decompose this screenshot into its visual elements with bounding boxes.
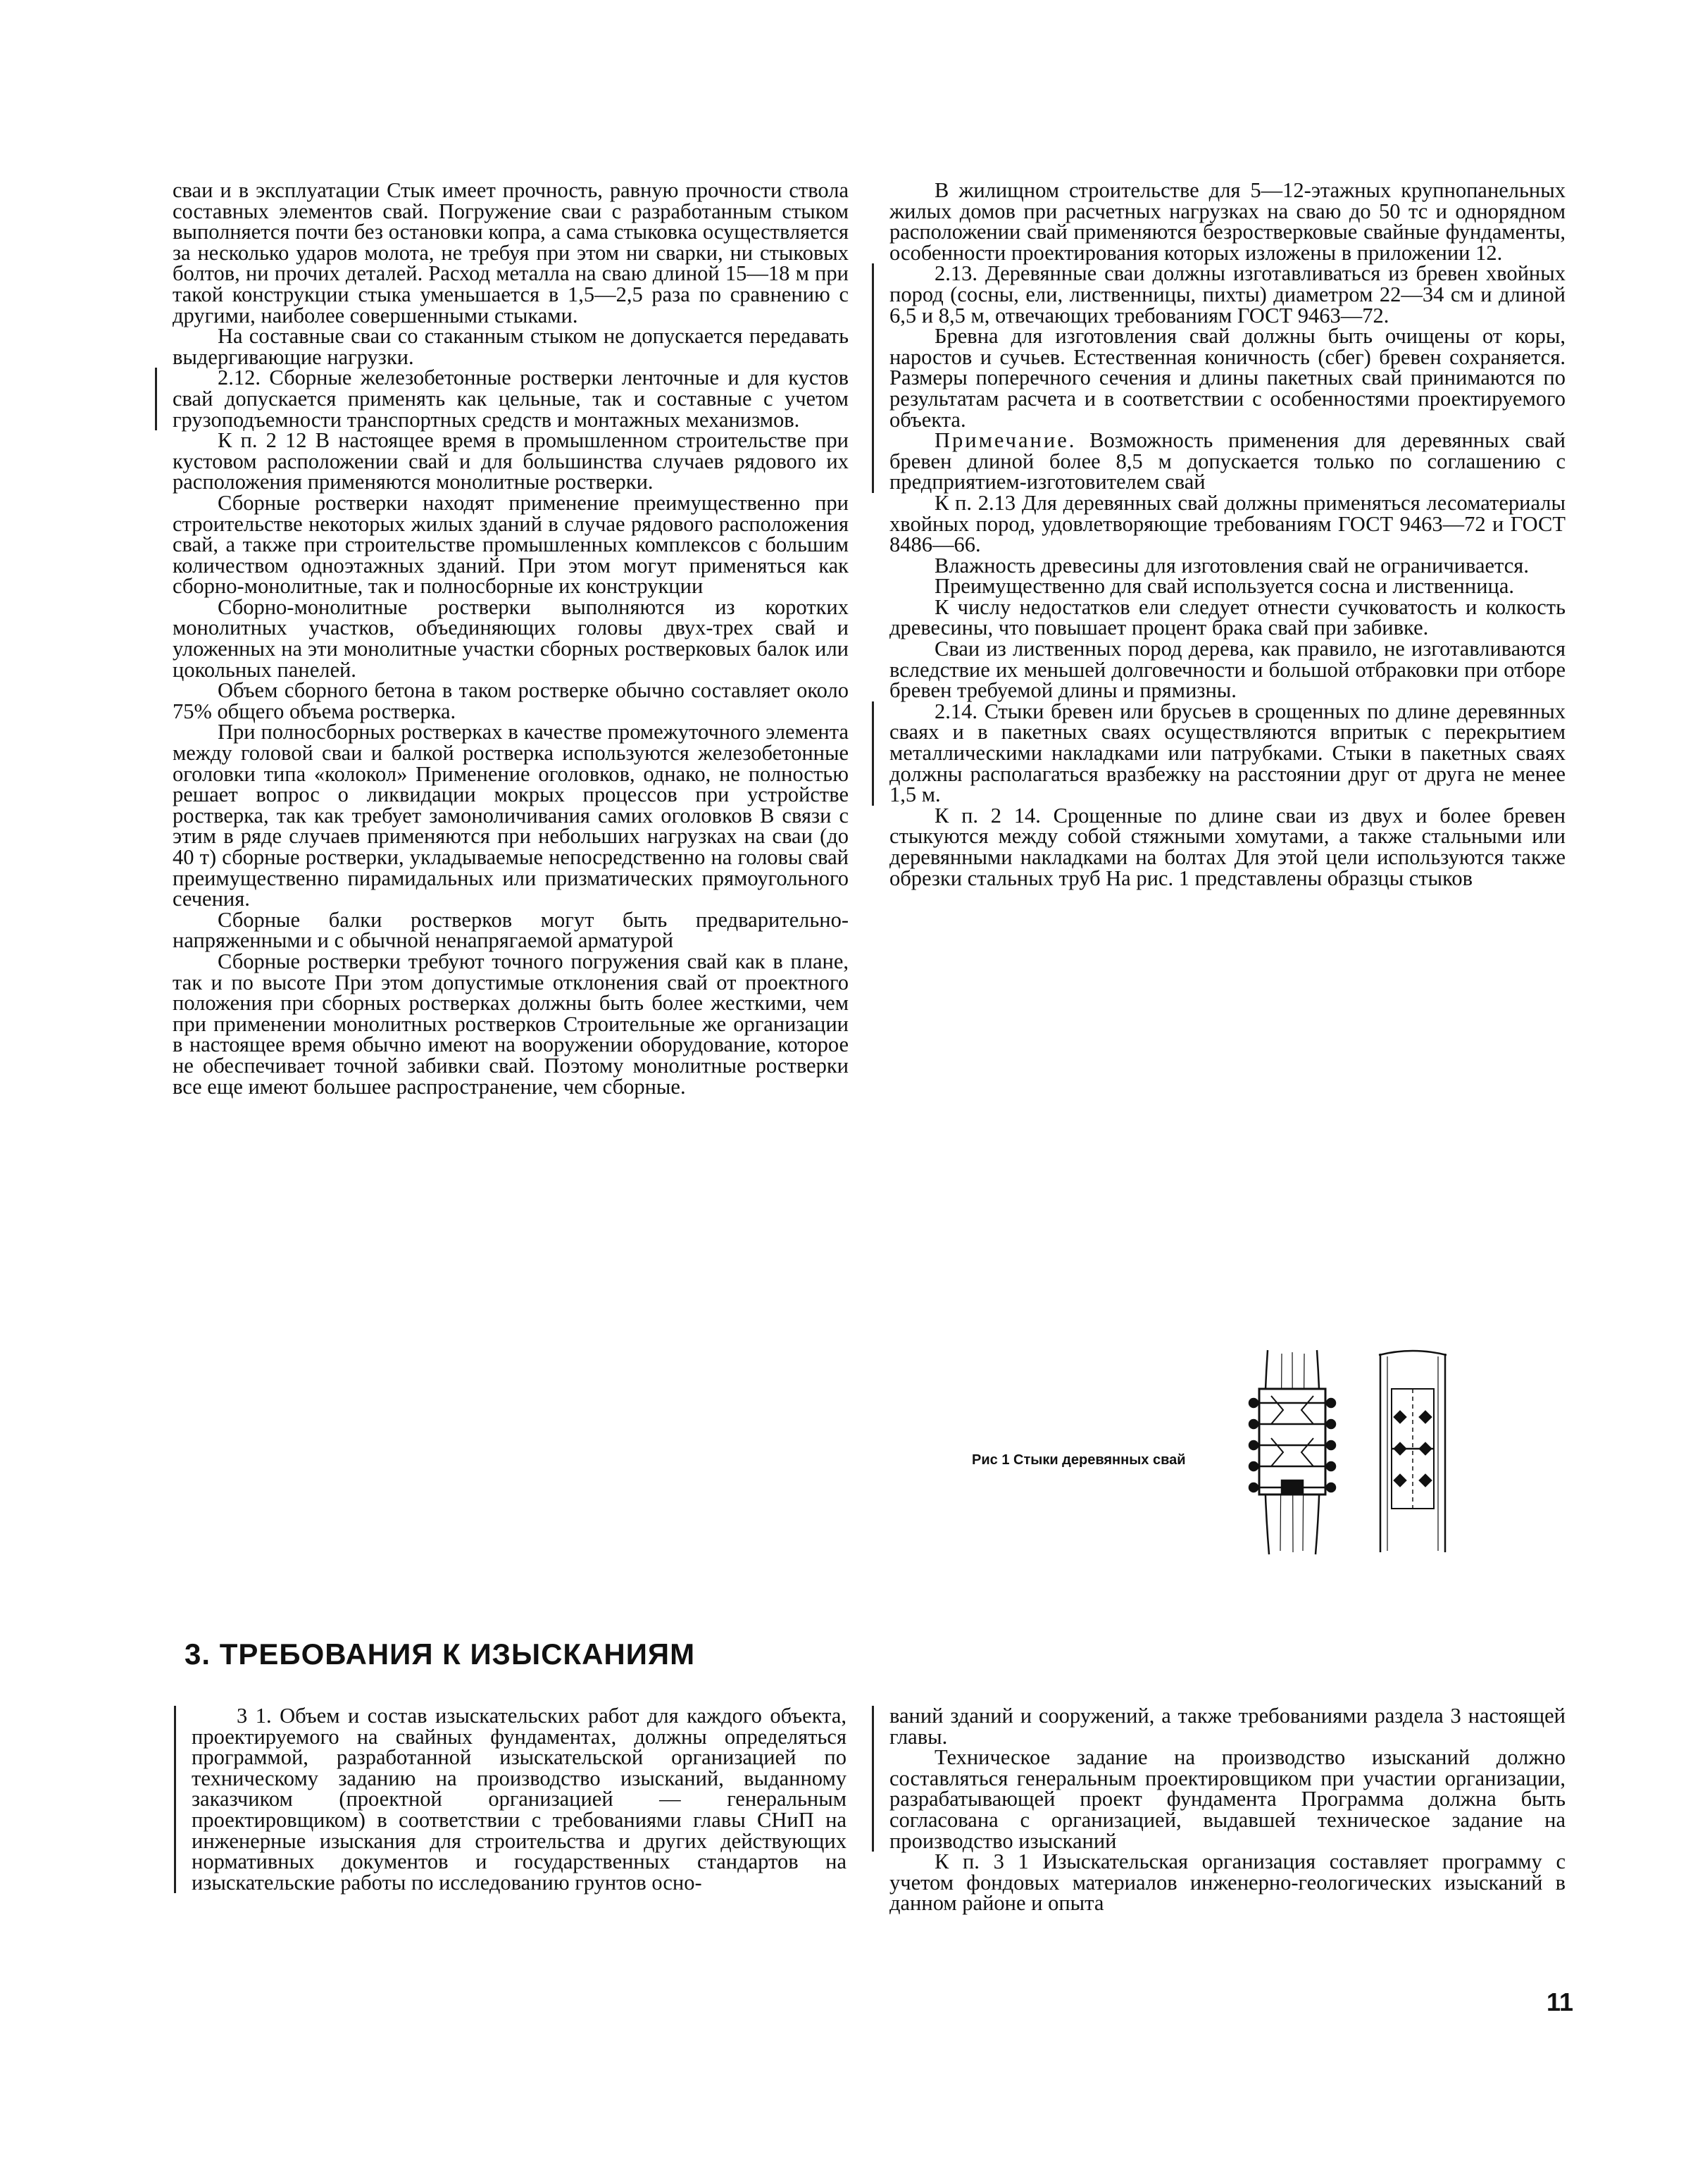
pile-joint-collar: [1249, 1350, 1335, 1554]
right-column: [889, 180, 1566, 889]
clause-3-1: [174, 1706, 846, 1893]
paragraph: сваи и в эксплуатации Стык имеет прочность, равную прочности ствола составных элементов свай. Погружение сваи с разработанным стыком выполняется почти без остановки копра, а сама стыковка осуществляется за несколько ударов молота, не требуя при этом ни сварки, ни стыковых болтов, ни прочих деталей. Расход металла на сваю длиной 15—18 м при такой конструкции стыка уменьшается в 1,5—2,5 раза по сравнению с другими, наиболее совершенными стыками.: [173, 178, 849, 327]
paragraph: В жилищном строительстве для 5—12-этажных крупнопанельных жилых домов при расчетных нагрузках на сваю до 50 тс и однорядном расположении свай применяются безростверковые свайные фундаменты, особенности проектирования которых изложены в приложении 12.: [889, 178, 1566, 265]
paragraph: 2.13. Деревянные сваи должны изготавливаться из бревен хвойных пород (сосны, ели, лиственницы, пихты) диаметром 22—34 см и длиной 6,5 и 8,5 м, отвечающих требованиям ГОСТ 9463—72.: [889, 261, 1566, 327]
note-label: Примечание: [935, 428, 1069, 453]
left-column: [173, 180, 849, 1097]
paragraph: К п. 2.13 Для деревянных свай должны применяться лесоматериалы хвойных пород, удовлетворяющие требованиям ГОСТ 9463—72 и ГОСТ 8486—66.: [889, 490, 1566, 557]
paragraph: На составные сваи со стаканным стыком не допускается передавать выдергивающие нагрузки.: [173, 324, 849, 369]
bottom-left-column: [192, 1706, 846, 1893]
paragraph: Сборные ростверки находят применение преимущественно при строительстве некоторых жилых зданий в случае рядового расположения свай, а также при строительстве промышленных комплексов с большим количеством одноэтажных зданий. При этом могут применяться как сборно-монолитные, так и полносборные их конструкции: [173, 490, 849, 599]
paragraph: Сборные балки ростверков могут быть предварительно-напряженными и с обычной ненапрягаемой арматурой: [173, 907, 849, 953]
note-text: . Возможность применения для деревянных свай бревен длиной более 8,5 м допускается только по соглашению с предприятием-изготовителем свай: [889, 428, 1566, 494]
paragraph: Сборно-монолитные ростверки выполняются из коротких монолитных участков, объединяющих головы двух-трех свай и уложенных на эти монолитные участки сборных ростверковых балок или цокольных панелей.: [173, 594, 849, 682]
note-paragraph: [889, 430, 1566, 493]
clause-2-14: [872, 701, 1566, 806]
pile-joint-overlay: [1379, 1351, 1447, 1552]
paragraph: Сваи из лиственных пород дерева, как правило, не изготавливаются вследствие их меньшей долговечности и большой отбраковки при отборе бревен требуемой длины и прямизны.: [889, 637, 1566, 703]
paragraph: К п. 2 14. Срощенные по длине сваи из двух и более бревен стыкуются между собой стяжными хомутами, а также стальными или деревянными накладками на болтах Для этой цели используются также обрезки стальных труб На рис. 1 представлены образцы стыков: [889, 803, 1566, 890]
paragraph: Объем сборного бетона в таком ростверке обычно составляет около 75% общего объема ростверка.: [173, 678, 849, 723]
clause-2-13: [872, 263, 1566, 493]
paragraph: При полносборных ростверках в качестве промежуточного элемента между головой сваи и балкой ростверка используются железобетонные оголовки типа «колокол» Применение оголовков, однако, не полностью решает вопрос о ликвидации мокрых процессов при устройстве ростверка, так как требует замоноличивания самих оголовков В связи с этим в ряде случаев применяются при небольших нагрузках на сваи (до 40 т) сборные ростверки, укладываемые непосредственно на головы свай преимущественно пирамидальных или призматических прямоугольного сечения.: [173, 720, 849, 911]
page-number: 11: [1546, 1988, 1573, 2016]
clause-2-12: [155, 368, 849, 430]
paragraph: Бревна для изготовления свай должны быть очищены от коры, наростов и сучьев. Естественная коничность (сбег) бревен сохраняется. Размеры поперечного сечения и длины пакетных свай принимаются по результатам расчета и в соответствии с особенностями проектируемого объекта.: [889, 324, 1566, 432]
paragraph: ваний зданий и сооружений, а также требованиями раздела 3 настоящей главы.: [889, 1704, 1566, 1749]
paragraph: Преимущественно для свай используется сосна и лиственница.: [935, 574, 1515, 599]
paragraph: 3 1. Объем и состав изыскательских работ для каждого объекта, проектируемого на свайных фундаментах, должны определяться программой, разработанной изыскательской организацией по техническому заданию на производство изысканий, выданному заказчиком (проектной организацией — генеральным проектировщиком) в соответствии с требованиями главы СНиП на инженерные изыскания для строительства и других действующих нормативных документов и государственных стандартов на изыскательские работы по исследованию грунтов осно-: [192, 1704, 846, 1895]
clause-3-1-continued: [872, 1706, 1566, 1852]
paragraph: К п. 3 1 Изыскательская организация составляет программу с учетом фондовых материалов инженерно-геологических изысканий в данном районе и опыта: [889, 1849, 1566, 1916]
paragraph: К п. 2 12 В настоящее время в промышленном строительстве при кустовом расположении свай и для большинства случаев рядового их расположения применяются монолитные ростверки.: [173, 428, 849, 494]
paragraph: К числу недостатков ели следует отнести сучковатость и колкость древесины, что повышает процент брака свай при забивке.: [889, 594, 1566, 640]
paragraph: Влажность древесины для изготовления свай не ограничивается.: [935, 553, 1529, 578]
paragraph: 2.12. Сборные железобетонные ростверки ленточные и для кустов свай допускается применять как цельные, так и составные с учетом грузоподъемности транспортных средств и монтажных механизмов.: [173, 366, 849, 432]
section-heading: 3. ТРЕБОВАНИЯ К ИЗЫСКАНИЯМ: [185, 1637, 696, 1671]
bottom-right-column: [889, 1706, 1566, 1914]
pile-joints-figure: [1239, 1347, 1563, 1558]
paragraph: 2.14. Стыки бревен или брусьев в срощенных по длине деревянных сваях и в пакетных сваях осуществляются впритык с перекрытием металлическими накладками или патрубками. Стыки в пакетных сваях должны располагаться вразбежку на расстоянии друг от друга не менее 1,5 м.: [889, 699, 1566, 807]
paragraph: Техническое задание на производство изысканий должно составляться генеральным проектировщиком при участии организации, разрабатывающей проект фундамента Программа должна быть согласована с организацией, выдавшей техническое задание на производство изысканий: [889, 1745, 1566, 1853]
paragraph: Сборные ростверки требуют точного погружения свай как в плане, так и по высоте При этом допустимые отклонения свай от проектного положения при сборных ростверках должны быть более жесткими, чем при применении монолитных ростверков Строительные же организации в настоящее время обычно имеют на вооружении оборудование, которое не обеспечивает точной забивки свай. Поэтому монолитные ростверки все еще имеют большее распространение, чем сборные.: [173, 949, 849, 1099]
figure-caption: Рис 1 Стыки деревянных свай: [972, 1452, 1186, 1468]
